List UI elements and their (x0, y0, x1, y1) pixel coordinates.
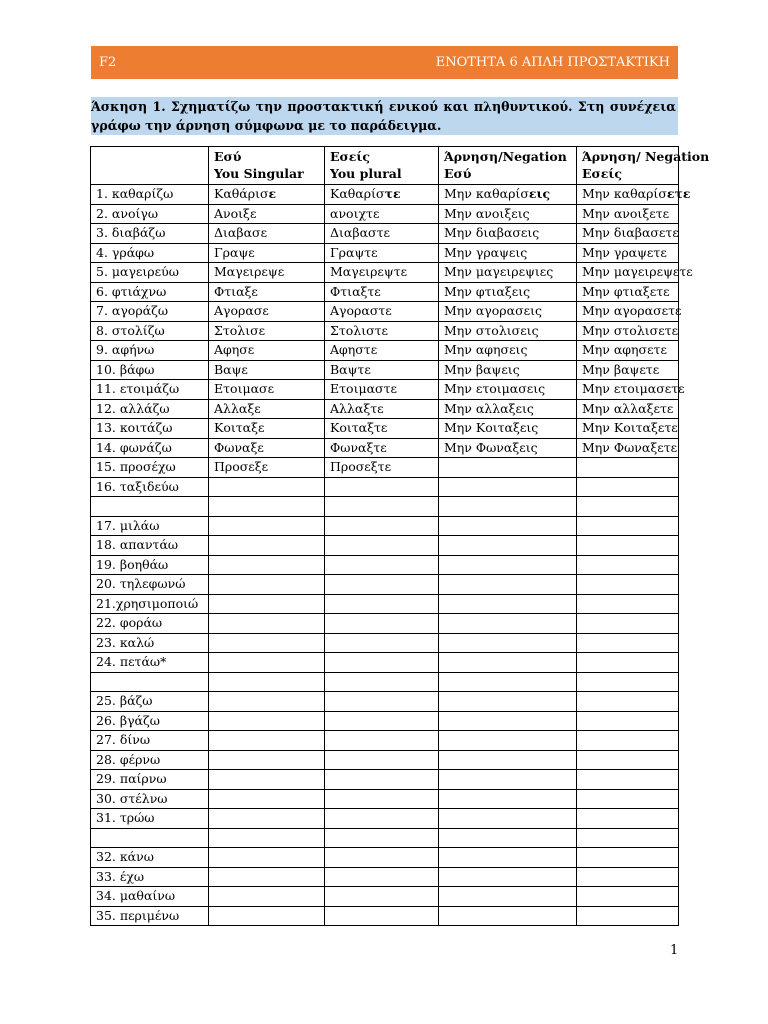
verb-cell: 6. φτιάχνω (91, 282, 209, 302)
singular-cell (209, 516, 325, 536)
negation-singular-cell: Μην στολισεις (439, 321, 577, 341)
negation-singular-cell: Μην ανοιξεις (439, 204, 577, 224)
plural-cell (325, 731, 439, 751)
negation-singular-cell: Μην Φωναξεις (439, 438, 577, 458)
negation-plural-cell: Μην ετοιμασετε (577, 380, 679, 400)
header-unit-title: ΕΝΟΤΗΤΑ 6 ΑΠΛΗ ΠΡΟΣΤΑΚΤΙΚΗ (435, 55, 670, 70)
verb-cell: 16. ταξιδεύω (91, 477, 209, 497)
negation-singular-cell: Μην φτιαξεις (439, 282, 577, 302)
negation-singular-cell: Μην αλλαξεις (439, 399, 577, 419)
plural-cell (325, 750, 439, 770)
negation-plural-cell (577, 867, 679, 887)
plural-cell: Βαψτε (325, 360, 439, 380)
plural-cell (325, 536, 439, 556)
negation-singular-cell (439, 575, 577, 595)
plural-cell (325, 477, 439, 497)
table-row (91, 750, 679, 770)
verb-cell: 32. κάνω (91, 848, 209, 868)
verb-cell: 20. τηλεφωνώ (91, 575, 209, 595)
negation-singular-cell (439, 458, 577, 478)
table-row (91, 341, 679, 361)
negation-singular-cell: Μην ετοιμασεις (439, 380, 577, 400)
plural-cell (325, 809, 439, 829)
verb-cell: 34. μαθαίνω (91, 887, 209, 907)
negation-singular-cell (439, 633, 577, 653)
negation-plural-cell (577, 711, 679, 731)
negation-singular-cell: Μην γραψεις (439, 243, 577, 263)
negation-singular-cell: Μην καθαρίσεις (439, 185, 577, 205)
negation-plural-cell: Μην ανοιξετε (577, 204, 679, 224)
singular-cell (209, 594, 325, 614)
singular-cell (209, 731, 325, 751)
table-row (91, 555, 679, 575)
singular-cell (209, 477, 325, 497)
verb-cell: 24. πετάω* (91, 653, 209, 673)
negation-singular-cell (439, 887, 577, 907)
singular-cell (209, 575, 325, 595)
table-row (91, 770, 679, 790)
plural-cell: Ετοιμαστε (325, 380, 439, 400)
plural-cell (325, 848, 439, 868)
table-row (91, 906, 679, 926)
plural-cell (325, 594, 439, 614)
singular-cell: Καθάρισε (209, 185, 325, 205)
verb-cell: 8. στολίζω (91, 321, 209, 341)
negation-singular-cell (439, 516, 577, 536)
table-row (91, 789, 679, 809)
negation-singular-cell (439, 497, 577, 517)
plural-cell (325, 692, 439, 712)
negation-plural-cell (577, 692, 679, 712)
table-row (91, 458, 679, 478)
singular-cell: Γραψε (209, 243, 325, 263)
table-row (91, 575, 679, 595)
singular-cell (209, 867, 325, 887)
singular-cell (209, 692, 325, 712)
singular-cell: Φτιαξε (209, 282, 325, 302)
plural-cell (325, 770, 439, 790)
verb-cell: 1. καθαρίζω (91, 185, 209, 205)
negation-singular-cell (439, 770, 577, 790)
negation-plural-cell (577, 653, 679, 673)
negation-singular-cell: Μην μαγειρεψιες (439, 263, 577, 283)
singular-cell (209, 887, 325, 907)
plural-cell (325, 516, 439, 536)
plural-cell (325, 887, 439, 907)
verb-cell (91, 497, 209, 517)
table-row (91, 438, 679, 458)
negation-plural-cell (577, 906, 679, 926)
negation-plural-cell (577, 770, 679, 790)
negation-plural-cell (577, 828, 679, 848)
negation-plural-cell (577, 458, 679, 478)
table-row (91, 477, 679, 497)
verb-cell: 10. βάφω (91, 360, 209, 380)
negation-plural-cell (577, 536, 679, 556)
negation-singular-cell (439, 594, 577, 614)
table-row (91, 243, 679, 263)
header-level: F2 (99, 55, 117, 70)
verb-cell: 9. αφήνω (91, 341, 209, 361)
table-row (91, 828, 679, 848)
singular-cell (209, 633, 325, 653)
singular-cell (209, 614, 325, 634)
table-row (91, 282, 679, 302)
negation-plural-cell (577, 497, 679, 517)
verb-cell: 2. ανοίγω (91, 204, 209, 224)
singular-cell: Αγορασε (209, 302, 325, 322)
singular-cell: Αφησε (209, 341, 325, 361)
plural-cell (325, 614, 439, 634)
table-row (91, 399, 679, 419)
verb-cell: 17. μιλάω (91, 516, 209, 536)
verb-cell: 3. διαβάζω (91, 224, 209, 244)
plural-cell: Στολιστε (325, 321, 439, 341)
negation-plural-cell (577, 887, 679, 907)
table-row (91, 848, 679, 868)
plural-cell: Καθαρίστε (325, 185, 439, 205)
plural-cell: Φωναξτε (325, 438, 439, 458)
table-row (91, 204, 679, 224)
negation-plural-cell: Μην διαβασετε (577, 224, 679, 244)
negation-plural-cell: Μην στολισετε (577, 321, 679, 341)
plural-cell (325, 711, 439, 731)
singular-cell: Διαβασε (209, 224, 325, 244)
exercise-instructions (91, 97, 678, 135)
header-negation-singular: Άρνηση/Negation Εσύ (439, 147, 577, 185)
negation-plural-cell: Μην αλλαξετε (577, 399, 679, 419)
singular-cell: Στολισε (209, 321, 325, 341)
header-verb-cell (91, 147, 209, 185)
verb-cell: 4. γράφω (91, 243, 209, 263)
negation-plural-cell (577, 809, 679, 829)
table-row (91, 302, 679, 322)
negation-plural-cell (577, 477, 679, 497)
verb-cell: 23. καλώ (91, 633, 209, 653)
plural-cell (325, 672, 439, 692)
table-row (91, 887, 679, 907)
singular-cell (209, 536, 325, 556)
negation-singular-cell (439, 789, 577, 809)
table-row (91, 224, 679, 244)
singular-cell: Φωναξε (209, 438, 325, 458)
table-row (91, 633, 679, 653)
negation-plural-cell (577, 750, 679, 770)
singular-cell: Προσεξε (209, 458, 325, 478)
negation-plural-cell (577, 731, 679, 751)
negation-plural-cell: Μην Κοιταξετε (577, 419, 679, 439)
negation-singular-cell (439, 711, 577, 731)
singular-cell (209, 711, 325, 731)
singular-cell (209, 828, 325, 848)
verb-cell: 5. μαγειρεύω (91, 263, 209, 283)
singular-cell (209, 789, 325, 809)
negation-plural-cell: Μην βαψετε (577, 360, 679, 380)
singular-cell (209, 906, 325, 926)
plural-cell (325, 867, 439, 887)
plural-cell (325, 555, 439, 575)
table-row (91, 711, 679, 731)
negation-plural-cell (577, 789, 679, 809)
negation-singular-cell (439, 906, 577, 926)
example-row (91, 185, 679, 205)
singular-cell (209, 555, 325, 575)
verb-cell: 33. έχω (91, 867, 209, 887)
negation-singular-cell (439, 536, 577, 556)
negation-plural-cell (577, 672, 679, 692)
singular-cell (209, 770, 325, 790)
table-row (91, 692, 679, 712)
verb-cell: 13. κοιτάζω (91, 419, 209, 439)
negation-singular-cell (439, 672, 577, 692)
negation-plural-cell (577, 848, 679, 868)
conjugation-table (90, 146, 710, 926)
verb-cell: 11. ετοιμάζω (91, 380, 209, 400)
singular-cell: Αλλαξε (209, 399, 325, 419)
singular-cell (209, 653, 325, 673)
verb-cell: 30. στέλνω (91, 789, 209, 809)
singular-cell (209, 809, 325, 829)
negation-plural-cell (577, 575, 679, 595)
plural-cell: Διαβαστε (325, 224, 439, 244)
negation-plural-cell: Μην καθαρίσετε (577, 185, 679, 205)
negation-plural-cell: Μην αγορασετε (577, 302, 679, 322)
negation-plural-cell (577, 594, 679, 614)
negation-singular-cell: Μην αφησεις (439, 341, 577, 361)
table-row (91, 731, 679, 751)
table-row (91, 360, 679, 380)
negation-singular-cell: Μην Κοιταξεις (439, 419, 577, 439)
negation-singular-cell: Μην διαβασεις (439, 224, 577, 244)
table-row (91, 653, 679, 673)
page-number: 1 (670, 943, 679, 958)
plural-cell (325, 789, 439, 809)
negation-singular-cell (439, 848, 577, 868)
table-row (91, 867, 679, 887)
plural-cell (325, 575, 439, 595)
plural-cell: Αγοραστε (325, 302, 439, 322)
table-row (91, 516, 679, 536)
negation-plural-cell: Μην μαγειρεψετε (577, 263, 679, 283)
verb-cell: 31. τρώω (91, 809, 209, 829)
negation-singular-cell (439, 614, 577, 634)
singular-cell (209, 848, 325, 868)
plural-cell: Γραψτε (325, 243, 439, 263)
singular-cell: Βαψε (209, 360, 325, 380)
verb-cell (91, 672, 209, 692)
table-row (91, 419, 679, 439)
negation-plural-cell: Μην Φωναξετε (577, 438, 679, 458)
verb-cell: 26. βγάζω (91, 711, 209, 731)
table-row (91, 809, 679, 829)
table-row (91, 380, 679, 400)
plural-cell: ανοιχτε (325, 204, 439, 224)
singular-cell: Μαγειρεψε (209, 263, 325, 283)
verb-cell: 19. βοηθάω (91, 555, 209, 575)
negation-plural-cell (577, 555, 679, 575)
negation-singular-cell (439, 731, 577, 751)
negation-singular-cell (439, 477, 577, 497)
verb-cell: 29. παίρνω (91, 770, 209, 790)
page-header-bar (91, 46, 678, 79)
header-negation-plural: Άρνηση/ Negation Εσείς (577, 147, 679, 185)
negation-singular-cell (439, 828, 577, 848)
verb-cell: 15. προσέχω (91, 458, 209, 478)
singular-cell (209, 497, 325, 517)
plural-cell (325, 906, 439, 926)
plural-cell (325, 497, 439, 517)
table-row (91, 263, 679, 283)
negation-plural-cell: Μην γραψετε (577, 243, 679, 263)
singular-cell: Ετοιμασε (209, 380, 325, 400)
singular-cell (209, 750, 325, 770)
table-row (91, 497, 679, 517)
plural-cell: Αλλαξτε (325, 399, 439, 419)
negation-singular-cell: Μην βαψεις (439, 360, 577, 380)
plural-cell: Κοιταξτε (325, 419, 439, 439)
verb-cell: 18. απαντάω (91, 536, 209, 556)
plural-cell: Φτιαξτε (325, 282, 439, 302)
negation-plural-cell (577, 614, 679, 634)
table-row (91, 536, 679, 556)
negation-plural-cell: Μην φτιαξετε (577, 282, 679, 302)
table-row (91, 594, 679, 614)
plural-cell (325, 653, 439, 673)
verb-cell: 7. αγοράζω (91, 302, 209, 322)
negation-singular-cell (439, 750, 577, 770)
instructions-line-2: γράφω την άρνηση σύμφωνα με το παράδειγμα. (91, 118, 442, 133)
negation-plural-cell (577, 633, 679, 653)
verb-cell: 21.χρησιμοποιώ (91, 594, 209, 614)
negation-singular-cell (439, 809, 577, 829)
negation-singular-cell (439, 555, 577, 575)
verb-cell: 27. δίνω (91, 731, 209, 751)
verb-cell: 14. φωνάζω (91, 438, 209, 458)
singular-cell: Ανοιξε (209, 204, 325, 224)
verb-cell: 35. περιμένω (91, 906, 209, 926)
verb-cell (91, 828, 209, 848)
table-header-row (91, 147, 679, 185)
verb-cell: 12. αλλάζω (91, 399, 209, 419)
plural-cell: Προσεξτε (325, 458, 439, 478)
negation-plural-cell: Μην αφησετε (577, 341, 679, 361)
header-you-plural: Εσείς You plural (325, 147, 439, 185)
verb-cell: 25. βάζω (91, 692, 209, 712)
singular-cell: Κοιταξε (209, 419, 325, 439)
negation-singular-cell (439, 867, 577, 887)
plural-cell (325, 633, 439, 653)
instructions-line-1: Άσκηση 1. Σχηματίζω την προστακτική ενικού και πληθυντικού. Στη συνέχεια (91, 99, 676, 114)
verb-cell: 28. φέρνω (91, 750, 209, 770)
table-row (91, 672, 679, 692)
verb-cell: 22. φοράω (91, 614, 209, 634)
table-row (91, 614, 679, 634)
negation-singular-cell: Μην αγορασεις (439, 302, 577, 322)
negation-singular-cell (439, 653, 577, 673)
table-row (91, 321, 679, 341)
plural-cell: Αφηστε (325, 341, 439, 361)
negation-plural-cell (577, 516, 679, 536)
singular-cell (209, 672, 325, 692)
negation-singular-cell (439, 692, 577, 712)
plural-cell (325, 828, 439, 848)
header-you-singular: Εσύ You Singular (209, 147, 325, 185)
plural-cell: Μαγειρεψτε (325, 263, 439, 283)
